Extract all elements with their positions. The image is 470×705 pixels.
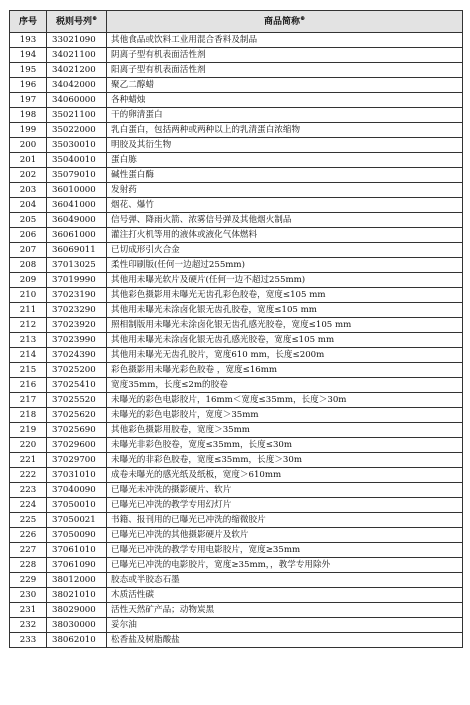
table-row — [10, 498, 463, 513]
tariff-code-cell: 36069011 — [47, 243, 107, 258]
commodity-name-cell: 木质活性碳 — [107, 588, 463, 603]
row-number-cell: 196 — [10, 78, 47, 93]
table-row — [10, 168, 463, 183]
tariff-code-cell: 37050021 — [47, 513, 107, 528]
row-number-cell: 201 — [10, 153, 47, 168]
commodity-name-cell: 彩色摄影用未曝光彩色胶卷 ，宽度≤16mm — [107, 363, 463, 378]
tariff-code-cell: 38030000 — [47, 618, 107, 633]
commodity-name-cell: 各种蜡烛 — [107, 93, 463, 108]
table-row — [10, 258, 463, 273]
table-row — [10, 603, 463, 618]
commodity-name-cell: 乳白蛋白，包括两种或两种以上的乳清蛋白浓缩物 — [107, 123, 463, 138]
header-row — [10, 11, 463, 33]
commodity-name-cell: 灌注打火机等用的液体或液化气体燃料 — [107, 228, 463, 243]
tariff-code-cell: 37025200 — [47, 363, 107, 378]
commodity-name-cell: 其他用未曝光无齿孔胶片，宽度610 mm，长度≤200m — [107, 348, 463, 363]
commodity-name-cell: 阴离子型有机表面活性剂 — [107, 48, 463, 63]
tariff-code-cell: 37019990 — [47, 273, 107, 288]
tariff-code-cell: 37061090 — [47, 558, 107, 573]
row-number-cell: 226 — [10, 528, 47, 543]
tariff-code-cell: 37023990 — [47, 333, 107, 348]
row-number-cell: 197 — [10, 93, 47, 108]
row-number-cell: 228 — [10, 558, 47, 573]
commodity-name-cell: 成卷未曝光的感光纸及纸板，宽度＞610mm — [107, 468, 463, 483]
commodity-name-cell: 照相制版用未曝光未涂卤化银无齿孔感光胶卷，宽度≤105 mm — [107, 318, 463, 333]
row-number-cell: 227 — [10, 543, 47, 558]
table-row — [10, 153, 463, 168]
table-row — [10, 48, 463, 63]
row-number-cell: 203 — [10, 183, 47, 198]
row-number-cell: 198 — [10, 108, 47, 123]
tariff-code-cell: 35021100 — [47, 108, 107, 123]
tariff-code-cell: 37025620 — [47, 408, 107, 423]
table-row — [10, 438, 463, 453]
row-number-cell: 209 — [10, 273, 47, 288]
commodity-name-cell: 其他用未曝光软片及硬片(任何一边不超过255mm) — [107, 273, 463, 288]
table-row — [10, 348, 463, 363]
commodity-name-cell: 已曝光已冲洗的电影胶片，宽度≥35mm，，教学专用除外 — [107, 558, 463, 573]
row-number-cell: 220 — [10, 438, 47, 453]
tariff-code-cell: 37050010 — [47, 498, 107, 513]
tariff-code-cell: 33021090 — [47, 33, 107, 48]
table-row — [10, 228, 463, 243]
table-row — [10, 33, 463, 48]
row-number-cell: 215 — [10, 363, 47, 378]
commodity-name-cell: 其他用未曝光未涂卤化银无齿孔感光胶卷，宽度≤105 mm — [107, 333, 463, 348]
table-row — [10, 528, 463, 543]
row-number-cell: 223 — [10, 483, 47, 498]
table-row — [10, 378, 463, 393]
footnote-mark: ⊕ — [299, 14, 306, 22]
commodity-name-cell: 干的卵清蛋白 — [107, 108, 463, 123]
tariff-code-cell: 37023190 — [47, 288, 107, 303]
table-row — [10, 138, 463, 153]
row-number-cell: 233 — [10, 633, 47, 648]
table-row — [10, 303, 463, 318]
table-row — [10, 318, 463, 333]
tariff-code-cell: 37023290 — [47, 303, 107, 318]
row-number-cell: 231 — [10, 603, 47, 618]
tariff-code-cell: 36049000 — [47, 213, 107, 228]
row-number-cell: 208 — [10, 258, 47, 273]
row-number-cell: 202 — [10, 168, 47, 183]
row-number-cell: 211 — [10, 303, 47, 318]
row-number-cell: 219 — [10, 423, 47, 438]
row-number-cell: 195 — [10, 63, 47, 78]
tariff-code-cell: 35030010 — [47, 138, 107, 153]
row-number-cell: 207 — [10, 243, 47, 258]
row-number-cell: 218 — [10, 408, 47, 423]
tariff-code-cell: 37029600 — [47, 438, 107, 453]
commodity-name-cell: 阳离子型有机表面活性剂 — [107, 63, 463, 78]
table-row — [10, 573, 463, 588]
row-number-cell: 216 — [10, 378, 47, 393]
tariff-code-cell: 37024390 — [47, 348, 107, 363]
tariff-code-cell: 35040010 — [47, 153, 107, 168]
tariff-code-cell: 38012000 — [47, 573, 107, 588]
tariff-code-cell: 37040090 — [47, 483, 107, 498]
row-number-cell: 199 — [10, 123, 47, 138]
tariff-code-cell: 37050090 — [47, 528, 107, 543]
row-number-cell: 206 — [10, 228, 47, 243]
row-number-cell: 222 — [10, 468, 47, 483]
commodity-name-cell: 松香盐及树脂酸盐 — [107, 633, 463, 648]
commodity-name-cell: 已曝光未冲洗的摄影硬片、软片 — [107, 483, 463, 498]
tariff-code-cell: 34021200 — [47, 63, 107, 78]
row-number-cell: 214 — [10, 348, 47, 363]
row-number-cell: 204 — [10, 198, 47, 213]
table-row — [10, 453, 463, 468]
table-row — [10, 243, 463, 258]
tariff-code-cell: 37023920 — [47, 318, 107, 333]
row-number-cell: 212 — [10, 318, 47, 333]
column-header-code-label: 税则号列 — [55, 16, 92, 27]
commodity-name-cell: 发射药 — [107, 183, 463, 198]
commodity-name-cell: 未曝光的彩色电影胶片，宽度＞35mm — [107, 408, 463, 423]
commodity-name-cell: 活性天然矿产品；动物炭黑 — [107, 603, 463, 618]
table-row — [10, 543, 463, 558]
table-row — [10, 633, 463, 648]
tariff-code-cell: 37031010 — [47, 468, 107, 483]
table-row — [10, 363, 463, 378]
row-number-cell: 221 — [10, 453, 47, 468]
commodity-name-cell: 妥尔油 — [107, 618, 463, 633]
column-header-no — [10, 11, 47, 33]
table-row — [10, 423, 463, 438]
tariff-code-cell: 34021100 — [47, 48, 107, 63]
row-number-cell: 200 — [10, 138, 47, 153]
tariff-code-cell: 35079010 — [47, 168, 107, 183]
column-header-no-label: 序号 — [18, 16, 37, 27]
table-header — [10, 11, 463, 33]
tariff-code-cell: 38021010 — [47, 588, 107, 603]
row-number-cell: 230 — [10, 588, 47, 603]
row-number-cell: 229 — [10, 573, 47, 588]
commodity-name-cell: 烟花、爆竹 — [107, 198, 463, 213]
tariff-code-cell: 37061010 — [47, 543, 107, 558]
row-number-cell: 217 — [10, 393, 47, 408]
table-row — [10, 108, 463, 123]
commodity-name-cell: 蛋白胨 — [107, 153, 463, 168]
tariff-code-cell: 37013025 — [47, 258, 107, 273]
commodity-name-cell: 未曝光的彩色电影胶片，16mm＜宽度≤35mm，长度＞30m — [107, 393, 463, 408]
commodity-name-cell: 碱性蛋白酶 — [107, 168, 463, 183]
commodity-name-cell: 其他食品或饮料工业用混合香料及制品 — [107, 33, 463, 48]
column-header-desc — [107, 11, 463, 33]
table-row — [10, 93, 463, 108]
row-number-cell: 224 — [10, 498, 47, 513]
row-number-cell: 213 — [10, 333, 47, 348]
tariff-code-cell: 37025520 — [47, 393, 107, 408]
tariff-code-cell: 36041000 — [47, 198, 107, 213]
commodity-name-cell: 已曝光已冲洗的教学专用幻灯片 — [107, 498, 463, 513]
table-row — [10, 393, 463, 408]
table-row — [10, 408, 463, 423]
table-row — [10, 288, 463, 303]
commodity-name-cell: 聚乙二醇蜡 — [107, 78, 463, 93]
column-header-desc-label: 商品简称 — [263, 16, 300, 27]
table-row — [10, 468, 463, 483]
table-row — [10, 63, 463, 78]
commodity-name-cell: 未曝光非彩色胶卷，宽度≤35mm，长度≤30m — [107, 438, 463, 453]
tariff-code-cell: 34060000 — [47, 93, 107, 108]
tariff-code-cell: 37025690 — [47, 423, 107, 438]
row-number-cell: 210 — [10, 288, 47, 303]
commodity-name-cell: 书籍、报刊用的已曝光已冲洗的缩微胶片 — [107, 513, 463, 528]
table-row — [10, 618, 463, 633]
table-row — [10, 213, 463, 228]
table-row — [10, 558, 463, 573]
tariff-code-cell: 38029000 — [47, 603, 107, 618]
commodity-name-cell: 未曝光的非彩色胶卷，宽度≤35mm，长度＞30m — [107, 453, 463, 468]
commodity-name-cell: 明胶及其衍生物 — [107, 138, 463, 153]
tariff-code-cell: 37029700 — [47, 453, 107, 468]
tariff-code-cell: 34042000 — [47, 78, 107, 93]
table-row — [10, 333, 463, 348]
table-row — [10, 273, 463, 288]
table-row — [10, 198, 463, 213]
commodity-name-cell: 已曝光已冲洗的教学专用电影胶片，宽度≥35mm — [107, 543, 463, 558]
tariff-table-page — [9, 10, 463, 648]
tariff-code-cell: 36010000 — [47, 183, 107, 198]
table-row — [10, 513, 463, 528]
commodity-name-cell: 其他彩色摄影用胶卷，宽度＞35mm — [107, 423, 463, 438]
tariff-code-cell: 35022000 — [47, 123, 107, 138]
commodity-name-cell: 柔性印刷版(任何一边超过255mm) — [107, 258, 463, 273]
commodity-name-cell: 胶态或半胶态石墨 — [107, 573, 463, 588]
commodity-name-cell: 其他用未曝光未涂卤化银无齿孔胶卷，宽度≤105 mm — [107, 303, 463, 318]
commodity-name-cell: 其他彩色摄影用未曝光无齿孔彩色胶卷，宽度≤105 mm — [107, 288, 463, 303]
row-number-cell: 193 — [10, 33, 47, 48]
commodity-name-cell: 宽度35mm，长度≤2m的胶卷 — [107, 378, 463, 393]
row-number-cell: 225 — [10, 513, 47, 528]
row-number-cell: 194 — [10, 48, 47, 63]
footnote-mark: ⊕ — [91, 14, 98, 22]
tariff-code-cell: 38062010 — [47, 633, 107, 648]
table-row — [10, 588, 463, 603]
commodity-name-cell: 已曝光已冲洗的其他摄影硬片及软片 — [107, 528, 463, 543]
column-header-code — [47, 11, 107, 33]
tariff-code-cell: 37025410 — [47, 378, 107, 393]
tariff-table — [9, 10, 463, 648]
tariff-code-cell: 36061000 — [47, 228, 107, 243]
commodity-name-cell: 已切成形引火合金 — [107, 243, 463, 258]
table-row — [10, 123, 463, 138]
table-row — [10, 483, 463, 498]
table-body — [10, 33, 463, 648]
row-number-cell: 205 — [10, 213, 47, 228]
table-row — [10, 78, 463, 93]
table-row — [10, 183, 463, 198]
row-number-cell: 232 — [10, 618, 47, 633]
commodity-name-cell: 信号弹、降雨火箭、浓雾信号弹及其他烟火制品 — [107, 213, 463, 228]
